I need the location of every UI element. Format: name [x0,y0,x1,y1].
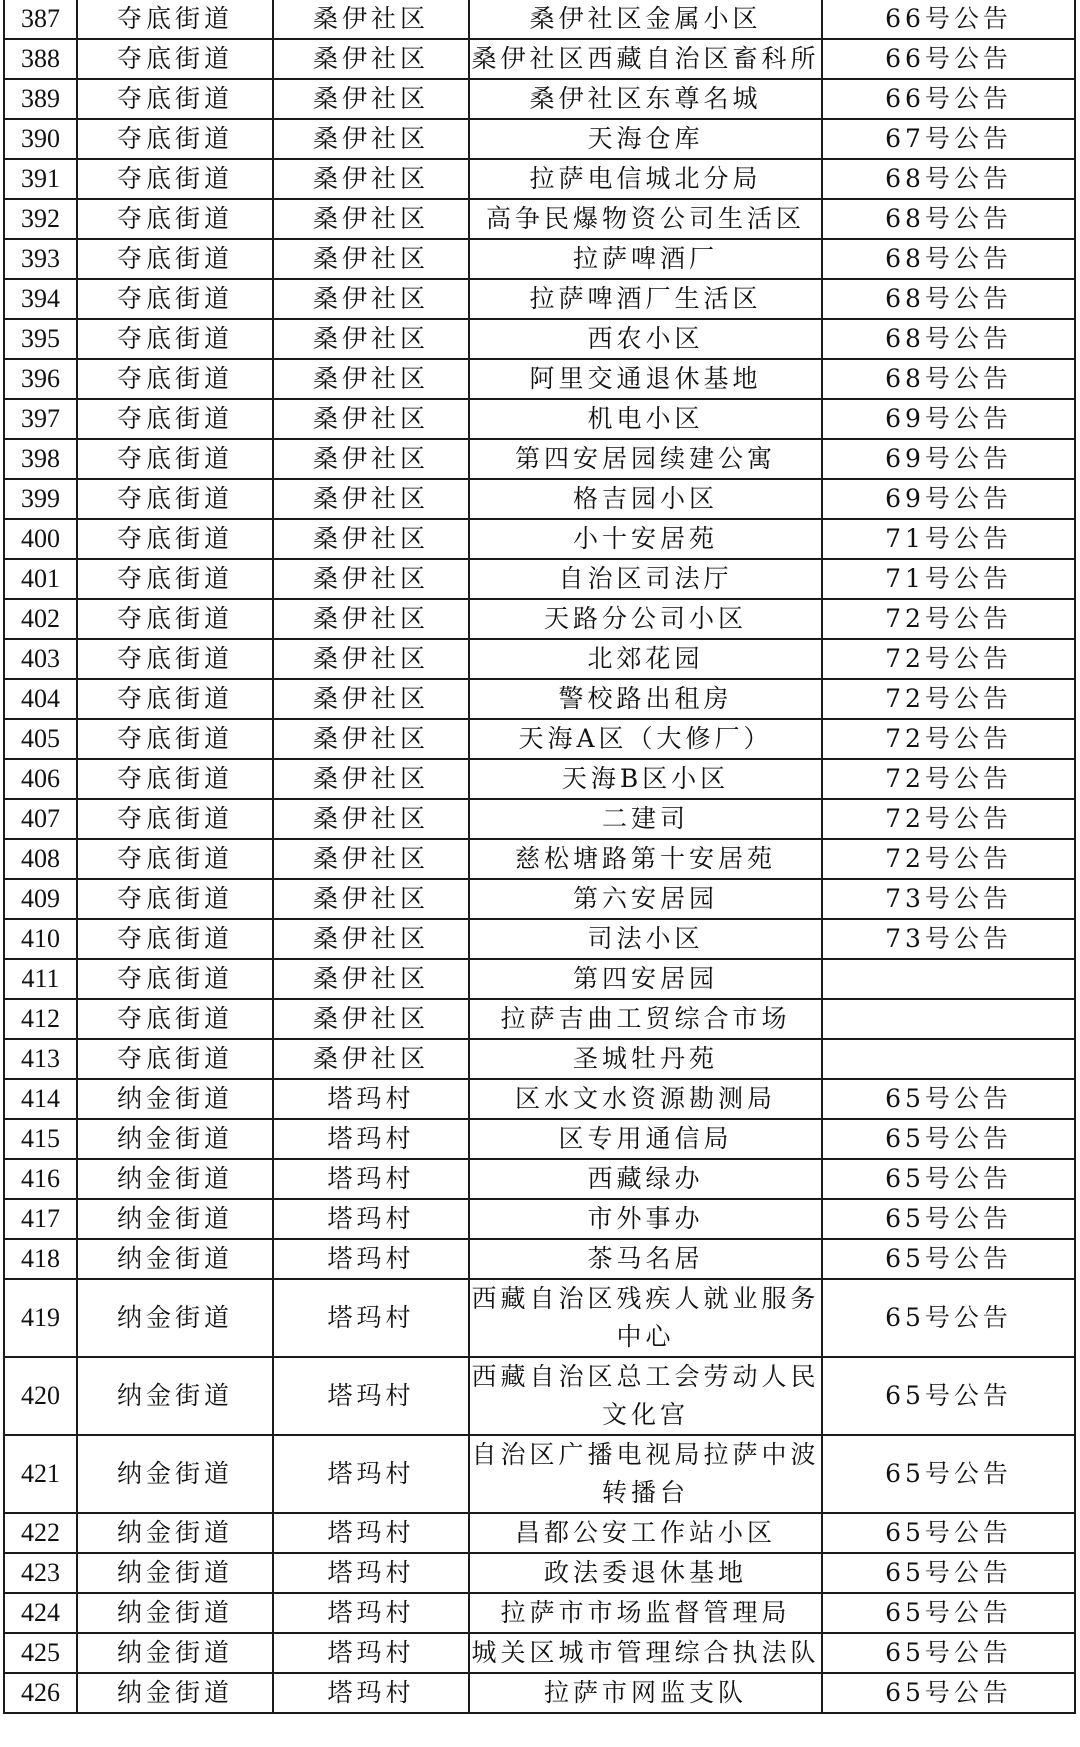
row-number-cell: 395 [4,319,77,359]
street-cell: 夺底街道 [77,839,273,879]
notice-cell: 69号公告 [822,479,1075,519]
place-cell: 第四安居园续建公寓 [469,439,822,479]
place-cell: 拉萨市市场监督管理局 [469,1593,822,1633]
row-number-cell: 423 [4,1553,77,1593]
notice-cell: 68号公告 [822,159,1075,199]
notice-cell: 71号公告 [822,519,1075,559]
place-cell: 西藏绿办 [469,1159,822,1199]
street-cell: 夺底街道 [77,1039,273,1079]
table-row [4,0,1075,39]
row-number-cell: 425 [4,1633,77,1673]
street-cell: 夺底街道 [77,359,273,399]
community-cell: 桑伊社区 [273,639,469,679]
notice-cell: 65号公告 [822,1633,1075,1673]
notice-cell: 72号公告 [822,759,1075,799]
place-cell: 天海仓库 [469,119,822,159]
place-cell: 二建司 [469,799,822,839]
table-row [4,679,1075,719]
table-row [4,879,1075,919]
place-cell: 天海A区（大修厂） [469,719,822,759]
table-row [4,919,1075,959]
row-number-cell: 409 [4,879,77,919]
table-row [4,599,1075,639]
notice-cell: 73号公告 [822,879,1075,919]
street-cell: 夺底街道 [77,79,273,119]
street-cell: 纳金街道 [77,1279,273,1357]
notice-cell: 66号公告 [822,39,1075,79]
place-cell: 天海B区小区 [469,759,822,799]
notice-cell: 68号公告 [822,319,1075,359]
row-number-cell: 400 [4,519,77,559]
community-cell: 桑伊社区 [273,919,469,959]
street-cell: 纳金街道 [77,1239,273,1279]
community-cell: 桑伊社区 [273,479,469,519]
community-cell: 桑伊社区 [273,439,469,479]
community-cell: 桑伊社区 [273,279,469,319]
street-cell: 夺底街道 [77,679,273,719]
notice-cell: 68号公告 [822,239,1075,279]
table-body [4,0,1075,1713]
street-cell: 夺底街道 [77,279,273,319]
community-cell: 塔玛村 [273,1435,469,1513]
street-cell: 夺底街道 [77,719,273,759]
row-number-cell: 414 [4,1079,77,1119]
community-cell: 桑伊社区 [273,239,469,279]
street-cell: 纳金街道 [77,1357,273,1435]
table-row [4,39,1075,79]
community-cell: 塔玛村 [273,1239,469,1279]
street-cell: 夺底街道 [77,639,273,679]
street-cell: 纳金街道 [77,1435,273,1513]
place-cell: 拉萨啤酒厂生活区 [469,279,822,319]
community-cell: 桑伊社区 [273,519,469,559]
street-cell: 夺底街道 [77,199,273,239]
table-row [4,1513,1075,1553]
row-number-cell: 413 [4,1039,77,1079]
row-number-cell: 397 [4,399,77,439]
community-cell: 桑伊社区 [273,359,469,399]
place-cell: 第六安居园 [469,879,822,919]
row-number-cell: 392 [4,199,77,239]
table-row [4,759,1075,799]
place-cell: 自治区广播电视局拉萨中波转播台 [469,1435,822,1513]
row-number-cell: 398 [4,439,77,479]
row-number-cell: 396 [4,359,77,399]
street-cell: 夺底街道 [77,799,273,839]
table-row [4,839,1075,879]
table-row [4,1239,1075,1279]
place-cell: 拉萨市网监支队 [469,1673,822,1713]
community-cell: 桑伊社区 [273,119,469,159]
notice-cell: 69号公告 [822,439,1075,479]
community-cell: 塔玛村 [273,1357,469,1435]
table-row [4,399,1075,439]
place-cell: 小十安居苑 [469,519,822,559]
notice-cell: 65号公告 [822,1079,1075,1119]
notice-cell: 72号公告 [822,799,1075,839]
row-number-cell: 390 [4,119,77,159]
row-number-cell: 406 [4,759,77,799]
table-row [4,519,1075,559]
row-number-cell: 402 [4,599,77,639]
notice-cell: 66号公告 [822,0,1075,39]
notice-cell: 72号公告 [822,639,1075,679]
street-cell: 纳金街道 [77,1159,273,1199]
place-cell: 西藏自治区总工会劳动人民文化宫 [469,1357,822,1435]
row-number-cell: 389 [4,79,77,119]
row-number-cell: 411 [4,959,77,999]
table-row [4,1633,1075,1673]
community-cell: 塔玛村 [273,1513,469,1553]
notice-cell: 65号公告 [822,1673,1075,1713]
street-cell: 纳金街道 [77,1673,273,1713]
table-row [4,1119,1075,1159]
place-cell: 拉萨电信城北分局 [469,159,822,199]
notice-cell: 72号公告 [822,839,1075,879]
row-number-cell: 418 [4,1239,77,1279]
place-cell: 桑伊社区西藏自治区畜科所 [469,39,822,79]
row-number-cell: 408 [4,839,77,879]
street-cell: 夺底街道 [77,559,273,599]
street-cell: 纳金街道 [77,1119,273,1159]
row-number-cell: 394 [4,279,77,319]
notice-cell [822,999,1075,1039]
place-cell: 阿里交通退休基地 [469,359,822,399]
place-cell: 拉萨啤酒厂 [469,239,822,279]
place-cell: 圣城牡丹苑 [469,1039,822,1079]
notice-cell: 65号公告 [822,1239,1075,1279]
community-cell: 桑伊社区 [273,799,469,839]
street-cell: 夺底街道 [77,0,273,39]
table-row [4,1039,1075,1079]
community-cell: 塔玛村 [273,1079,469,1119]
notice-cell: 65号公告 [822,1435,1075,1513]
street-cell: 纳金街道 [77,1593,273,1633]
table-row [4,359,1075,399]
community-cell: 桑伊社区 [273,999,469,1039]
table-row [4,1357,1075,1435]
table-row [4,799,1075,839]
table-row [4,159,1075,199]
table-row [4,1199,1075,1239]
row-number-cell: 424 [4,1593,77,1633]
street-cell: 夺底街道 [77,439,273,479]
community-cell: 塔玛村 [273,1119,469,1159]
community-cell: 塔玛村 [273,1633,469,1673]
community-cell: 塔玛村 [273,1279,469,1357]
place-cell: 高争民爆物资公司生活区 [469,199,822,239]
row-number-cell: 387 [4,0,77,39]
place-cell: 城关区城市管理综合执法队 [469,1633,822,1673]
row-number-cell: 420 [4,1357,77,1435]
community-cell: 塔玛村 [273,1159,469,1199]
table-row [4,1553,1075,1593]
row-number-cell: 426 [4,1673,77,1713]
notice-cell: 72号公告 [822,599,1075,639]
street-cell: 夺底街道 [77,519,273,559]
community-cell: 桑伊社区 [273,679,469,719]
community-cell: 桑伊社区 [273,319,469,359]
place-cell: 区专用通信局 [469,1119,822,1159]
place-cell: 格吉园小区 [469,479,822,519]
community-cell: 桑伊社区 [273,39,469,79]
table-row [4,1279,1075,1357]
listing-table [3,0,1076,1714]
row-number-cell: 422 [4,1513,77,1553]
community-cell: 桑伊社区 [273,759,469,799]
community-cell: 桑伊社区 [273,839,469,879]
place-cell: 警校路出租房 [469,679,822,719]
notice-cell: 68号公告 [822,199,1075,239]
place-cell: 区水文水资源勘测局 [469,1079,822,1119]
street-cell: 夺底街道 [77,599,273,639]
notice-cell: 65号公告 [822,1513,1075,1553]
notice-cell: 65号公告 [822,1279,1075,1357]
street-cell: 纳金街道 [77,1199,273,1239]
street-cell: 夺底街道 [77,759,273,799]
street-cell: 夺底街道 [77,919,273,959]
place-cell: 拉萨吉曲工贸综合市场 [469,999,822,1039]
community-cell: 桑伊社区 [273,1039,469,1079]
community-cell: 桑伊社区 [273,719,469,759]
place-cell: 天路分公司小区 [469,599,822,639]
street-cell: 夺底街道 [77,999,273,1039]
notice-cell: 65号公告 [822,1357,1075,1435]
table-row [4,999,1075,1039]
row-number-cell: 405 [4,719,77,759]
street-cell: 夺底街道 [77,319,273,359]
community-cell: 塔玛村 [273,1199,469,1239]
community-cell: 塔玛村 [273,1553,469,1593]
community-cell: 桑伊社区 [273,959,469,999]
community-cell: 桑伊社区 [273,199,469,239]
notice-cell: 68号公告 [822,359,1075,399]
community-cell: 桑伊社区 [273,879,469,919]
notice-cell [822,1039,1075,1079]
notice-cell: 66号公告 [822,79,1075,119]
row-number-cell: 419 [4,1279,77,1357]
table-row [4,959,1075,999]
place-cell: 自治区司法厅 [469,559,822,599]
place-cell: 政法委退休基地 [469,1553,822,1593]
table-row [4,1079,1075,1119]
notice-cell: 73号公告 [822,919,1075,959]
row-number-cell: 399 [4,479,77,519]
table-row [4,1435,1075,1513]
row-number-cell: 403 [4,639,77,679]
table-row [4,199,1075,239]
row-number-cell: 393 [4,239,77,279]
place-cell: 慈松塘路第十安居苑 [469,839,822,879]
place-cell: 司法小区 [469,919,822,959]
community-cell: 塔玛村 [273,1673,469,1713]
street-cell: 夺底街道 [77,959,273,999]
street-cell: 纳金街道 [77,1553,273,1593]
row-number-cell: 412 [4,999,77,1039]
notice-cell: 65号公告 [822,1199,1075,1239]
community-cell: 桑伊社区 [273,79,469,119]
table-row [4,79,1075,119]
street-cell: 夺底街道 [77,879,273,919]
community-cell: 塔玛村 [273,1593,469,1633]
community-cell: 桑伊社区 [273,599,469,639]
table-row [4,1159,1075,1199]
street-cell: 纳金街道 [77,1633,273,1673]
table-row [4,439,1075,479]
notice-cell: 67号公告 [822,119,1075,159]
notice-cell: 72号公告 [822,719,1075,759]
community-cell: 桑伊社区 [273,0,469,39]
street-cell: 夺底街道 [77,119,273,159]
table-row [4,639,1075,679]
place-cell: 桑伊社区东尊名城 [469,79,822,119]
row-number-cell: 404 [4,679,77,719]
place-cell: 西藏自治区残疾人就业服务中心 [469,1279,822,1357]
street-cell: 夺底街道 [77,159,273,199]
row-number-cell: 410 [4,919,77,959]
notice-cell [822,959,1075,999]
table-row [4,1673,1075,1713]
notice-cell: 65号公告 [822,1593,1075,1633]
street-cell: 夺底街道 [77,479,273,519]
place-cell: 桑伊社区金属小区 [469,0,822,39]
table-row [4,719,1075,759]
place-cell: 西农小区 [469,319,822,359]
table-row [4,279,1075,319]
table-row [4,479,1075,519]
street-cell: 纳金街道 [77,1079,273,1119]
row-number-cell: 415 [4,1119,77,1159]
street-cell: 纳金街道 [77,1513,273,1553]
street-cell: 夺底街道 [77,39,273,79]
table-row [4,1593,1075,1633]
row-number-cell: 416 [4,1159,77,1199]
table-row [4,319,1075,359]
place-cell: 茶马名居 [469,1239,822,1279]
row-number-cell: 407 [4,799,77,839]
notice-cell: 65号公告 [822,1553,1075,1593]
row-number-cell: 421 [4,1435,77,1513]
row-number-cell: 391 [4,159,77,199]
row-number-cell: 401 [4,559,77,599]
table-row [4,239,1075,279]
notice-cell: 71号公告 [822,559,1075,599]
community-cell: 桑伊社区 [273,559,469,599]
notice-cell: 65号公告 [822,1119,1075,1159]
notice-cell: 65号公告 [822,1159,1075,1199]
community-cell: 桑伊社区 [273,399,469,439]
row-number-cell: 388 [4,39,77,79]
table-row [4,559,1075,599]
row-number-cell: 417 [4,1199,77,1239]
community-cell: 桑伊社区 [273,159,469,199]
place-cell: 第四安居园 [469,959,822,999]
street-cell: 夺底街道 [77,239,273,279]
table-row [4,119,1075,159]
place-cell: 昌都公安工作站小区 [469,1513,822,1553]
notice-cell: 68号公告 [822,279,1075,319]
notice-cell: 72号公告 [822,679,1075,719]
place-cell: 北郊花园 [469,639,822,679]
notice-cell: 69号公告 [822,399,1075,439]
street-cell: 夺底街道 [77,399,273,439]
place-cell: 市外事办 [469,1199,822,1239]
place-cell: 机电小区 [469,399,822,439]
